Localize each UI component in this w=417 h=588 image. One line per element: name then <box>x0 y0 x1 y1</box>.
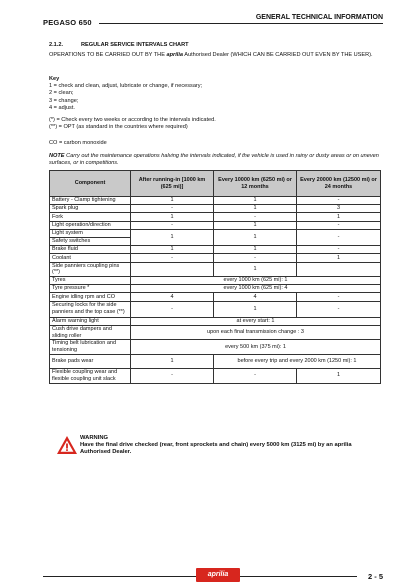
value-cell: - <box>214 213 297 221</box>
value-cell: - <box>297 229 381 245</box>
table-row <box>50 205 381 213</box>
service-intervals-table <box>49 170 381 384</box>
value-cell: - <box>297 246 381 254</box>
table-row <box>50 254 381 262</box>
key-item: 2 = clean; <box>49 90 74 97</box>
value-cell: - <box>297 301 381 317</box>
value-cell: 3 <box>297 205 381 213</box>
section-title <box>49 42 189 48</box>
merged-value-cell: before every trip and every 2000 km (1250 mi): 1 <box>214 355 381 369</box>
section-heading: GENERAL TECHNICAL INFORMATION <box>255 14 383 21</box>
merged-value-cell: upon each final transmission change : 3 <box>131 325 381 340</box>
table-row <box>50 262 381 277</box>
page-number: 2 - 5 <box>367 572 383 581</box>
intro-text-1: OPERATIONS TO BE CARRIED OUT BY THE <box>49 52 167 58</box>
value-cell: 4 <box>214 293 297 301</box>
intro-paragraph <box>49 52 381 59</box>
value-cell: 1 <box>297 213 381 221</box>
component-cell: Brake fluid <box>50 246 131 254</box>
component-cell: Engine idling rpm and CO <box>50 293 131 301</box>
table-row <box>50 340 381 355</box>
intro-text-2: Authorised Dealer (WHICH CAN BE CARRIED OUT EVEN BY THE USER). <box>182 52 373 58</box>
component-cell: Flexible coupling wear and flexible coupling unit slack <box>50 369 131 384</box>
value-cell: 1 <box>214 197 297 205</box>
component-cell: Side panniers coupling pins (**) <box>50 262 131 277</box>
column-header: Every 20000 km (12500 mi) or 24 months <box>297 171 381 197</box>
value-cell: 1 <box>131 229 214 245</box>
value-cell: 1 <box>214 262 297 277</box>
merged-value-cell: every 1000 km (625 mi): 1 <box>131 277 381 285</box>
table-row <box>50 213 381 221</box>
table-row <box>50 355 381 369</box>
table-row <box>50 301 381 317</box>
component-cell: Tyres <box>50 277 131 285</box>
component-cell: Spark plug <box>50 205 131 213</box>
value-cell: 1 <box>131 246 214 254</box>
component-cell: Timing belt lubrication and tensioning <box>50 340 131 355</box>
warning-text: Have the final drive checked (rear, front sprockets and chain) every 5000 km (3125 mi) by an aprilia Authorised Dealer. <box>80 442 352 456</box>
component-cell: Brake pads wear <box>50 355 131 369</box>
co-note: CO = carbon monoxide <box>49 140 107 146</box>
merged-value-cell: every 500 km (375 mi): 1 <box>131 340 381 355</box>
footnote: (**) = OPT (as standard in the countries where required) <box>49 124 188 131</box>
component-cell: Alarm warning light <box>50 317 131 325</box>
section-number: 2.1.2. <box>49 42 63 48</box>
component-cell: Coolant <box>50 254 131 262</box>
key-legend <box>49 76 202 112</box>
component-cell: Light system <box>50 229 131 237</box>
value-cell: - <box>214 369 297 384</box>
table-row <box>50 293 381 301</box>
value-cell: - <box>131 205 214 213</box>
key-title: Key <box>49 76 60 82</box>
maintenance-note <box>49 153 383 168</box>
footnotes <box>49 117 216 131</box>
key-item: 4 = adjust. <box>49 104 75 111</box>
value-cell: - <box>297 197 381 205</box>
value-cell: - <box>297 293 381 301</box>
header-rule <box>99 23 383 24</box>
table-row <box>50 277 381 285</box>
section-title-text: REGULAR SERVICE INTERVALS CHART <box>81 42 189 48</box>
table-row <box>50 229 381 237</box>
component-cell: Securing locks for the side panniers and the top case (**) <box>50 301 131 317</box>
value-cell: - <box>131 301 214 317</box>
component-cell: Safety switches <box>50 237 131 245</box>
table-row <box>50 197 381 205</box>
value-cell: - <box>214 254 297 262</box>
value-cell: 1 <box>214 205 297 213</box>
table-row <box>50 246 381 254</box>
component-cell: Fork <box>50 213 131 221</box>
merged-value-cell: at every start: 1 <box>131 317 381 325</box>
value-cell: 1 <box>131 213 214 221</box>
value-cell: 1 <box>131 355 214 369</box>
note-label: NOTE <box>49 153 65 159</box>
value-cell: 1 <box>131 197 214 205</box>
column-header: Component <box>50 171 131 197</box>
footnote: (*) = Check every two weeks or according to the intervals indicated. <box>49 117 216 123</box>
value-cell: - <box>131 254 214 262</box>
column-header: After running-in [1000 km (625 mi)] <box>131 171 214 197</box>
component-cell: Battery - Clamp tightening <box>50 197 131 205</box>
value-cell <box>131 262 214 277</box>
warning-title: WARNING <box>80 435 109 441</box>
key-item: 3 = change; <box>49 97 79 104</box>
value-cell <box>297 262 381 277</box>
table-row <box>50 317 381 325</box>
aprilia-logo: aprilia <box>196 568 240 582</box>
table-row <box>50 285 381 293</box>
value-cell: 1 <box>214 221 297 229</box>
key-item: 1 = check and clean, adjust, lubricate or change, if necessary; <box>49 83 203 90</box>
warning-icon <box>56 435 78 455</box>
value-cell: - <box>131 221 214 229</box>
table-row <box>50 325 381 340</box>
table-row <box>50 221 381 229</box>
value-cell: 1 <box>297 254 381 262</box>
component-cell: Tyre pressure * <box>50 285 131 293</box>
value-cell: 1 <box>214 301 297 317</box>
intro-brand: aprilia <box>166 52 183 58</box>
value-cell: - <box>131 369 214 384</box>
note-text: Carry out the maintenance operations halving the intervals indicated, if the vehicle is used in rainy or dusty areas or on uneven surfaces, or in competitions. <box>49 153 379 167</box>
table-header-row <box>50 171 381 197</box>
table-row <box>50 369 381 384</box>
value-cell: 1 <box>297 369 381 384</box>
model-name: PEGASO 650 <box>43 18 92 27</box>
component-cell: Cush drive dampers and sliding roller <box>50 325 131 340</box>
merged-value-cell: every 1000 km (625 mi): 4 <box>131 285 381 293</box>
component-cell: Light operation/direction <box>50 221 131 229</box>
value-cell: - <box>297 221 381 229</box>
column-header: Every 10000 km (6250 mi) or 12 months <box>214 171 297 197</box>
value-cell: 1 <box>214 246 297 254</box>
value-cell: 4 <box>131 293 214 301</box>
value-cell: 1 <box>214 229 297 245</box>
